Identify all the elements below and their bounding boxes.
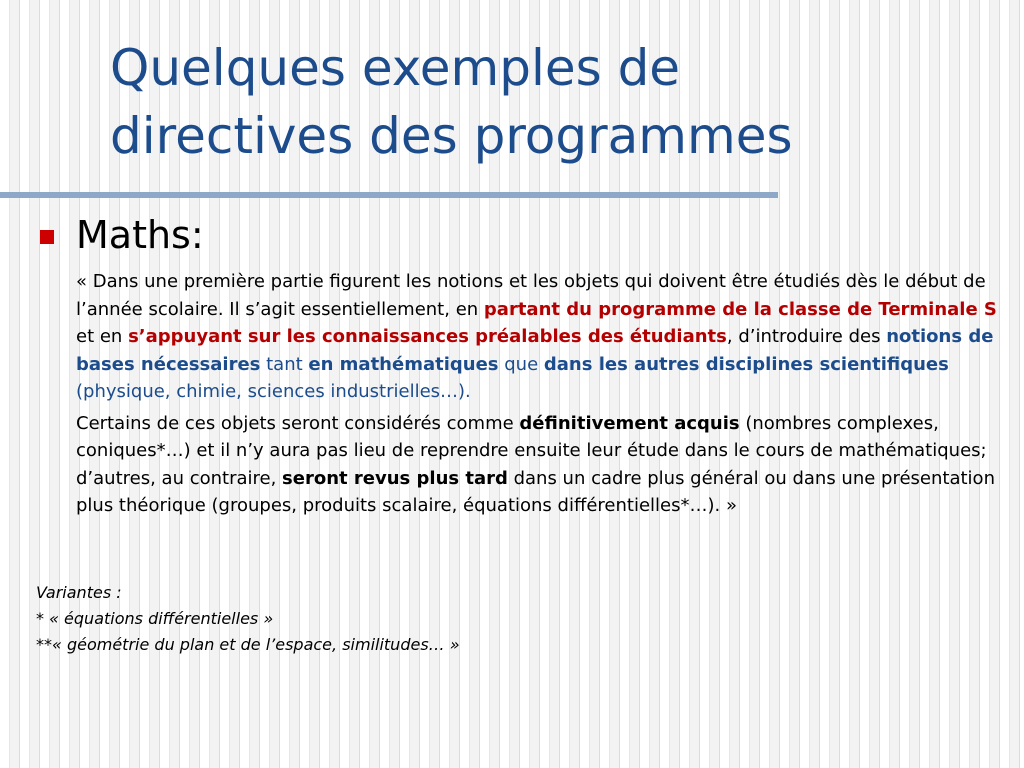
quote-p1-emphasis-notions: notions de bases nécessaires — [76, 326, 994, 375]
quote-p1-emphasis-disciplines: dans les autres disciplines scientifiques — [543, 353, 949, 375]
maths-section — [40, 206, 1010, 520]
quote-p2-emphasis-acquis: définitivement acquis — [519, 412, 740, 434]
quote-p1-emphasis-maths: en mathématiques — [308, 353, 499, 375]
quote-p1-text-blue: (physique, chimie, sciences industrielles…). — [76, 381, 471, 402]
quote-p1-emphasis-connaissances: s’appuyant sur les connaissances préalables des étudiants — [128, 326, 727, 347]
slide-title — [110, 34, 1010, 170]
quote-p2-emphasis-revus: seront revus plus tard — [282, 467, 508, 489]
square-bullet-icon — [40, 230, 54, 244]
quote-p2-text: dans un cadre plus général ou dans une présentation plus théorique (groupes, produits scalaire, équations différentielles*…). » — [76, 467, 995, 516]
section-heading — [40, 206, 1010, 264]
quote-p1-text-blue: que — [498, 353, 544, 375]
slide-title-line-2: directives des programmes — [110, 107, 793, 165]
quote-p1-text: « Dans une première partie figurent les notions et les objets qui doivent être étudiés dès le début de l’année scolaire. Il s’agit essentiellement, en — [76, 271, 986, 320]
variants-heading: Variantes : — [36, 583, 122, 602]
variant-item-2: **« géométrie du plan et de l’espace, similitudes… » — [36, 635, 460, 654]
quote-p1-text: , d’introduire des — [726, 326, 887, 347]
variant-item-1: * « équations différentielles » — [36, 609, 274, 628]
quote-p2-text: (nombres complexes, coniques*…) et il n’y aura pas lieu de reprendre ensuite leur étude dans le cours de mathématiques; d’autres, au contraire, — [76, 412, 987, 489]
quote-p1-emphasis-terminale: partant du programme de la classe de Terminale S — [483, 298, 997, 320]
quote-p1-text: et en — [76, 326, 129, 347]
quote-paragraph-1 — [76, 268, 1010, 406]
slide-title-line-1: Quelques exemples de — [110, 39, 681, 97]
variants-notes — [36, 580, 460, 658]
title-rule — [0, 192, 778, 198]
quote-p1-text-blue: tant — [260, 353, 309, 375]
quote-p2-text: Certains de ces objets seront considérés comme — [76, 412, 520, 434]
quote-paragraph-2 — [76, 410, 1010, 520]
section-title: Maths: — [76, 213, 204, 257]
